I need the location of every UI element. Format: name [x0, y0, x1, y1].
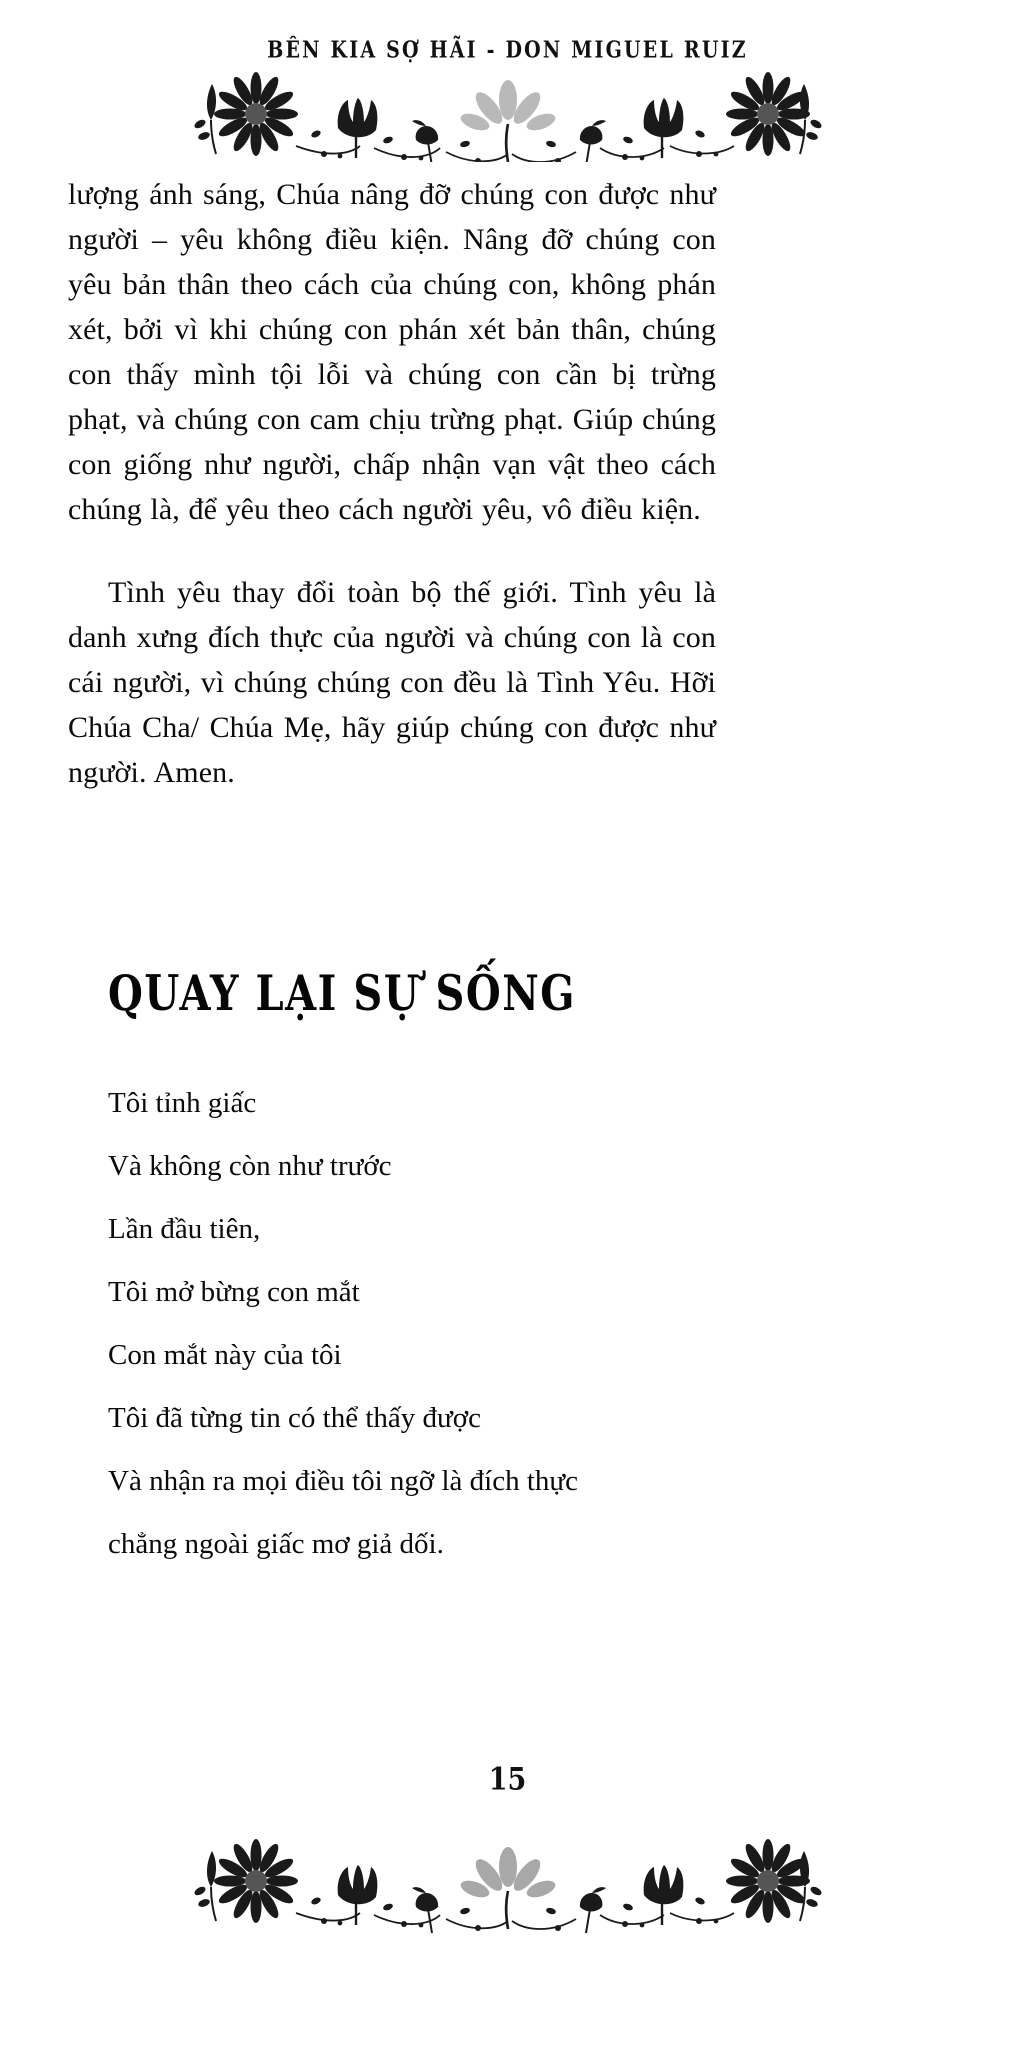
poem-line: Con mắt này của tôi [108, 1339, 342, 1371]
page-number: 15 [488, 1762, 527, 1798]
poem-line: Và không còn như trước [108, 1150, 392, 1182]
running-head: BÊN KIA SỢ HÃI - DON MIGUEL RUIZ [267, 36, 748, 64]
paragraph-1: lượng ánh sáng, Chúa nâng đỡ chúng con được như người – yêu không điều kiện. Nâng đỡ chúng con yêu bản thân theo cách của chúng con, không phán xét, bởi vì khi chúng con phán xét bản thân, chúng con thấy mình tội lỗi và chúng con cần bị trừng phạt, và chúng con cam chịu trừng phạt. Giúp chúng con giống như người, chấp nhận vạn vật theo cách chúng là, để yêu theo cách người yêu, vô điều kiện. [68, 178, 716, 526]
body-text [68, 172, 716, 795]
poem-line: Lần đầu tiên, [108, 1213, 261, 1245]
paragraph-2: Tình yêu thay đổi toàn bộ thế giới. Tình yêu là danh xưng đích thực của người và chúng con là con cái người, vì chúng chúng con đều là Tình Yêu. Hỡi Chúa Cha/ Chúa Mẹ, hãy giúp chúng con được như người. Amen. [68, 576, 716, 789]
poem-line: Tôi mở bừng con mắt [108, 1276, 360, 1308]
poem-line: Và nhận ra mọi điều tôi ngỡ là đích thực [108, 1465, 578, 1497]
floral-ornament-top [178, 62, 838, 162]
section-heading: QUAY LẠI SỰ SỐNG [108, 965, 576, 1023]
poem-line: Tôi đã từng tin có thể thấy được [108, 1402, 481, 1434]
poem [108, 1088, 828, 1592]
poem-line: Tôi tỉnh giấc [108, 1087, 257, 1119]
floral-ornament-bottom [178, 1830, 838, 1940]
poem-line: chẳng ngoài giấc mơ giả dối. [108, 1528, 444, 1560]
